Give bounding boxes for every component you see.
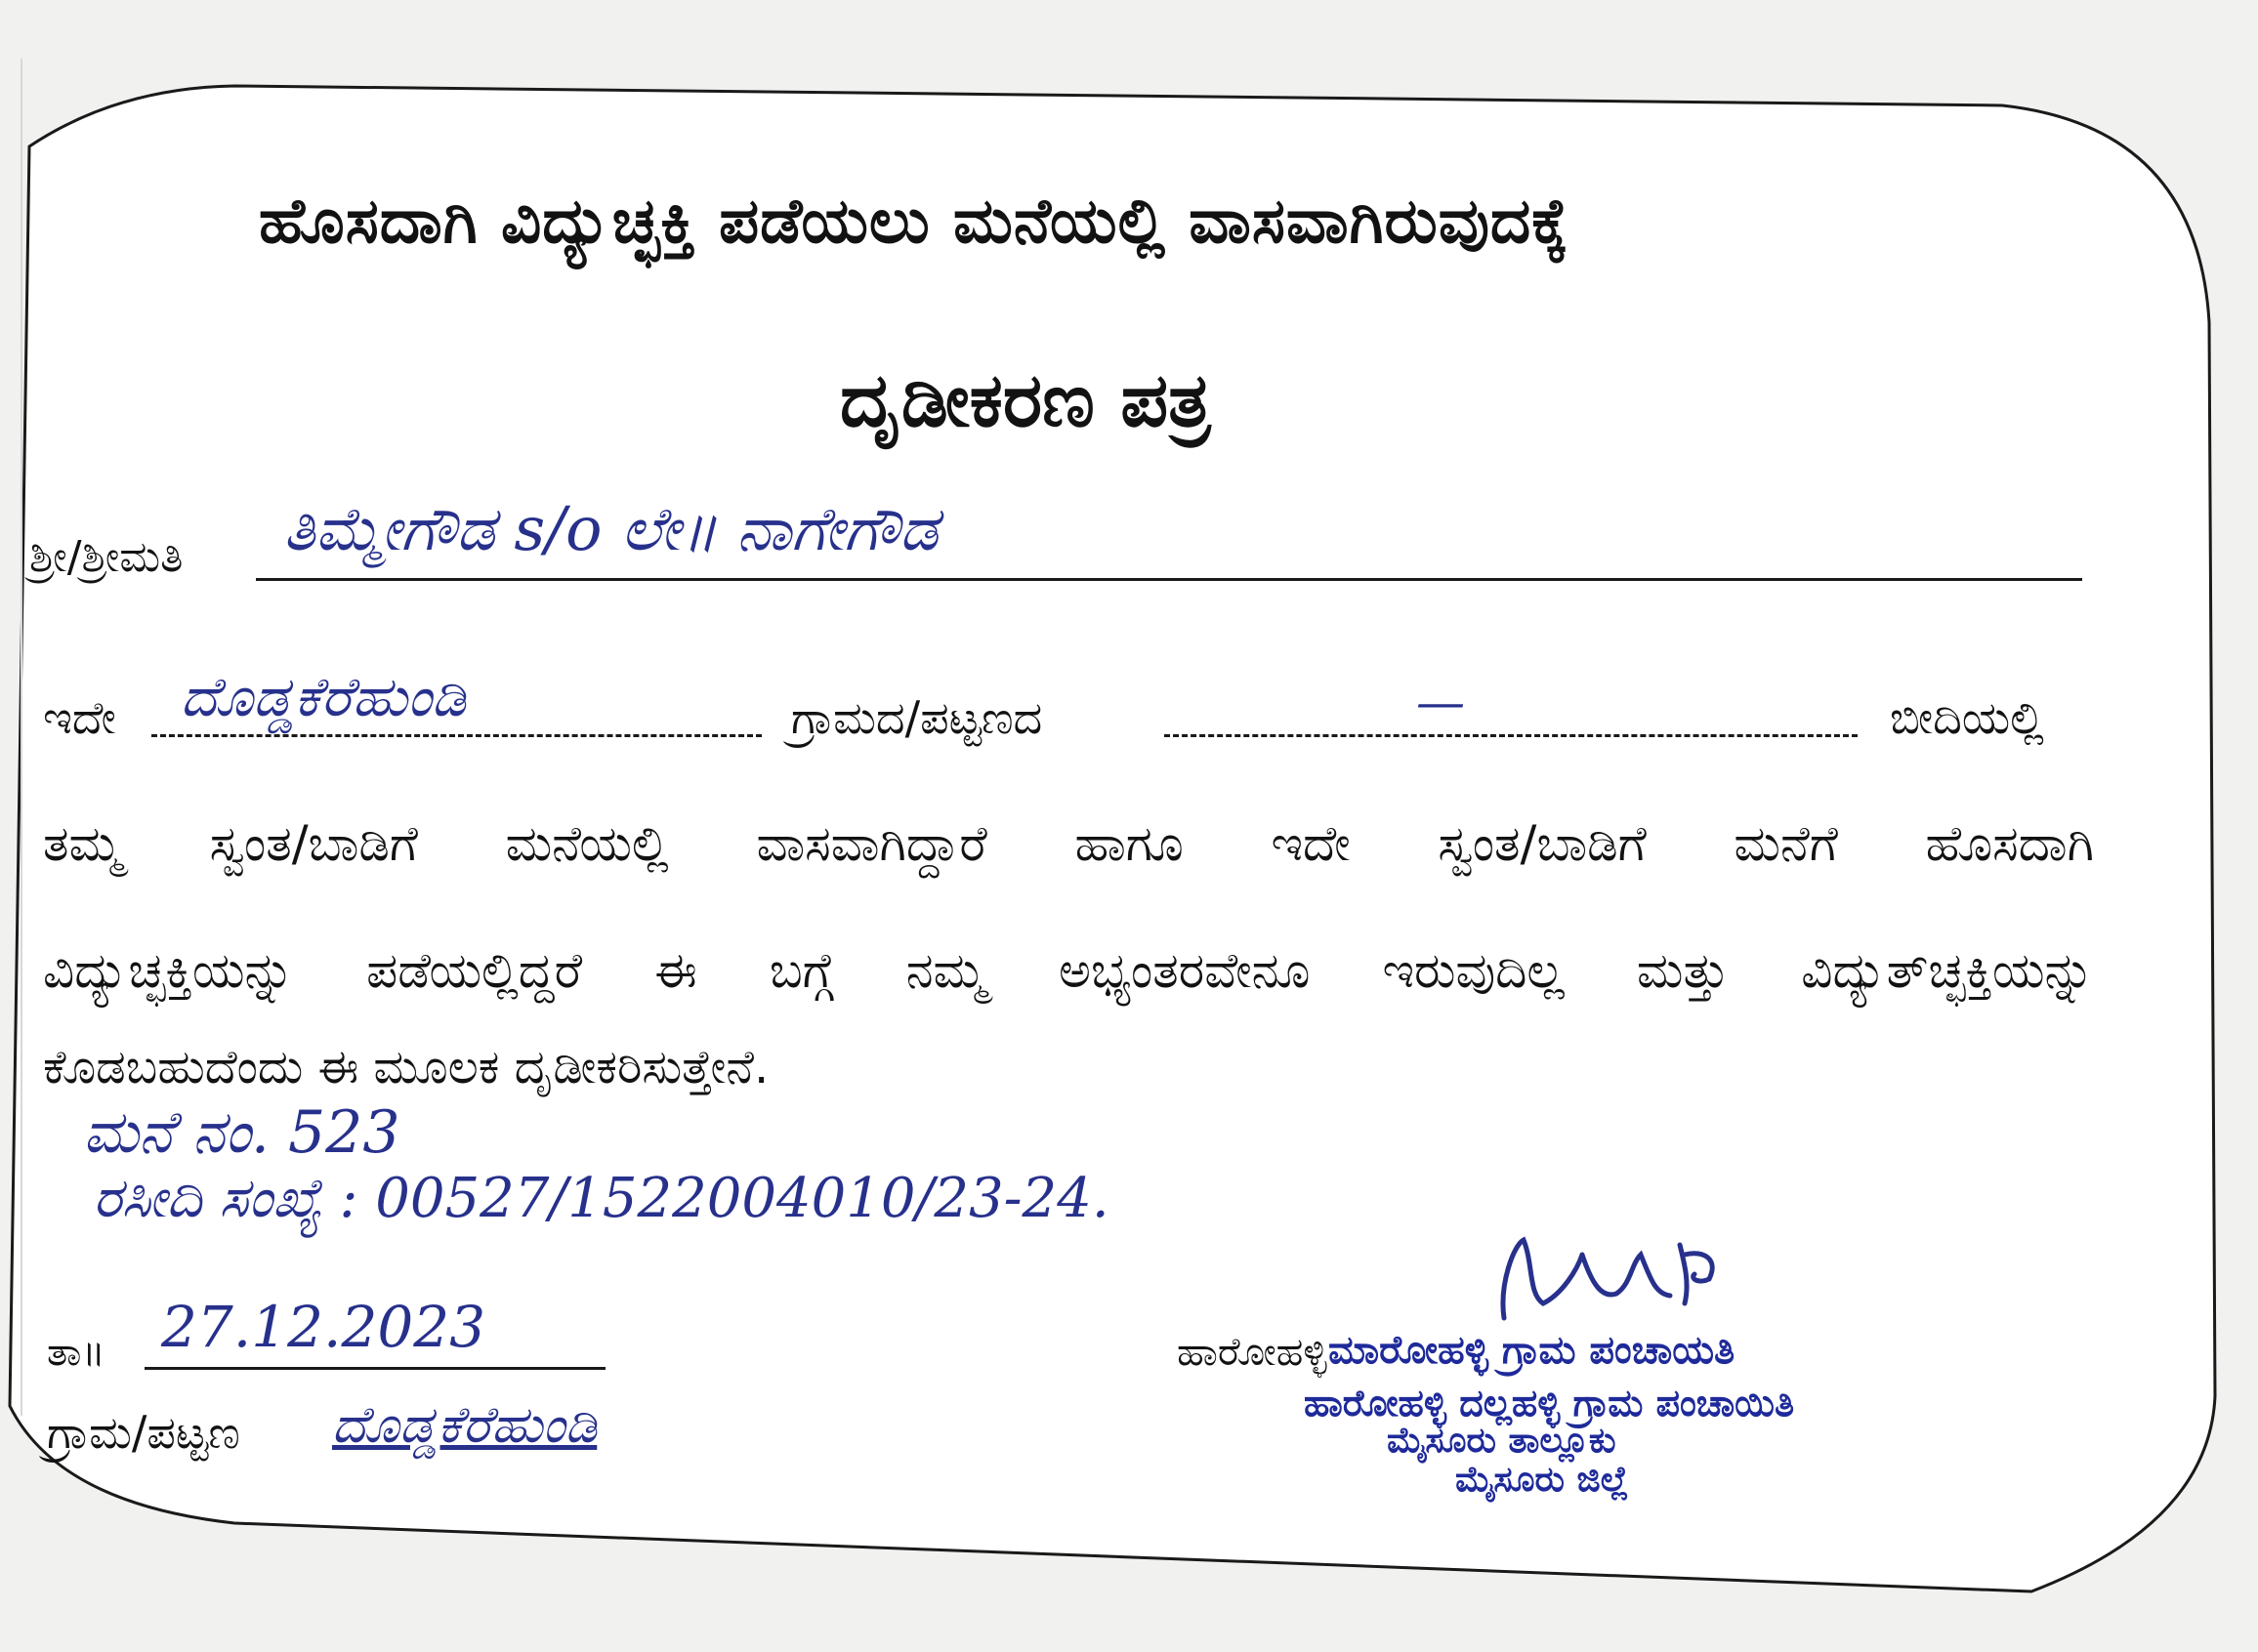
date-label: ತಾ॥ bbox=[47, 1330, 105, 1375]
body-word: ಮನೆಗೆ bbox=[1734, 815, 1838, 872]
body-word: ನಮ್ಮ bbox=[905, 942, 986, 999]
body-word: ಇದೇ bbox=[1271, 815, 1351, 872]
body-word: ವಿದ್ಯುತ್‌ಚ್ಛಕ್ತಿಯನ್ನು bbox=[1801, 942, 2094, 999]
stamp-line-3: ಮೈಸೂರು ತಾಲ್ಲೂಕು bbox=[1387, 1421, 1616, 1461]
body-word: ಅಭ್ಯಂತರವೇನೂ bbox=[1059, 942, 1311, 999]
village-underline bbox=[151, 734, 762, 737]
stamp-line-2: ಹಾರೋಹಳ್ಳಿ ದಲ್ಲಹಳ್ಳಿ ಗ್ರಾಮ ಪಂಚಾಯಿತಿ bbox=[1304, 1382, 1795, 1425]
body-word: ಪಡೆಯಲ್ಲಿದ್ದರೆ bbox=[366, 942, 583, 999]
stamp-line-4: ಮೈಸೂರು ಜಿಲ್ಲೆ bbox=[1455, 1460, 1629, 1500]
body-word: ಮನೆಯಲ್ಲಿ bbox=[505, 815, 669, 872]
body-word: ಹೊಸದಾಗಿ bbox=[1925, 815, 2094, 872]
body-word: ಬಗ್ಗೆ bbox=[769, 942, 834, 999]
body-line-2 bbox=[43, 942, 2094, 1000]
body-word: ಸ್ವಂತ/ಬಾಡಿಗೆ bbox=[209, 815, 418, 872]
signatory-label: ಹಾರೋಹಳ್ಳಿ bbox=[1177, 1330, 1327, 1375]
receipt-number-note: ರಸೀದಿ ಸಂಖ್ಯೆ : 00527/1522004010/23-24. bbox=[93, 1167, 1109, 1230]
signature-image bbox=[1484, 1225, 1738, 1333]
house-number-note: ಮನೆ ನಂ. 523 bbox=[83, 1098, 400, 1167]
date-underline bbox=[145, 1367, 606, 1370]
document-subtitle: ದೃಡೀಕರಣ ಪತ್ರ bbox=[840, 356, 1211, 443]
ide-label: ಇದೇ bbox=[43, 691, 116, 744]
village-handwritten: ದೊಡ್ಡಕೆರೆಹುಂಡಿ bbox=[181, 666, 467, 729]
document-title: ಹೊಸದಾಗಿ ವಿದ್ಯುಚ್ಛಕ್ತಿ ಪಡೆಯಲು ಮನೆಯಲ್ಲಿ ವಾಸವಾಗಿರುವುದಕ್ಕೆ bbox=[259, 186, 1569, 258]
body-word: ಇರುವುದಿಲ್ಲ bbox=[1382, 942, 1565, 999]
body-word: ಮತ್ತು bbox=[1636, 942, 1730, 999]
body-line-3: ಕೊಡಬಹುದೆಂದು ಈ ಮೂಲಕ ದೃಡೀಕರಿಸುತ್ತೇನೆ. bbox=[43, 1040, 770, 1094]
grama-label: ಗ್ರಾಮದ/ಪಟ್ಟಣದ bbox=[791, 691, 1043, 744]
name-label: ಶ್ರೀ/ಶ್ರೀಮತಿ bbox=[29, 532, 184, 582]
body-word: ತಮ್ಮ bbox=[43, 815, 122, 872]
date-handwritten: 27.12.2023 bbox=[161, 1294, 486, 1360]
village-sign-handwritten: ದೊಡ್ಡಕೆರೆಹುಂಡಿ bbox=[332, 1396, 598, 1455]
street-underline bbox=[1164, 734, 1858, 737]
name-underline bbox=[256, 578, 2082, 581]
body-word: ವಾಸವಾಗಿದ್ದಾರೆ bbox=[756, 815, 987, 872]
body-line-1 bbox=[43, 815, 2094, 873]
body-word: ಹಾಗೂ bbox=[1074, 815, 1184, 872]
body-word: ಈ bbox=[654, 942, 697, 999]
street-handwritten: — bbox=[1416, 674, 1465, 730]
stamp-line-1: ಮಾರೋಹಳ್ಳಿ ಗ್ರಾಮ ಪಂಚಾಯತಿ bbox=[1328, 1328, 1735, 1373]
body-word: ಸ್ವಂತ/ಬಾಡಿಗೆ bbox=[1438, 815, 1647, 872]
name-handwritten: ತಿಮ್ಮೇಗೌಡ s/o ಲೇ॥ ನಾಗೇಗೌಡ bbox=[283, 493, 939, 564]
grama-pattana-label: ಗ್ರಾಮ/ಪಟ್ಟಣ bbox=[47, 1406, 240, 1459]
body-word: ವಿದ್ಯುಚ್ಛಕ್ತಿಯನ್ನು bbox=[43, 942, 294, 999]
bidi-label: ಬೀದಿಯಲ್ಲಿ bbox=[1890, 691, 2044, 744]
